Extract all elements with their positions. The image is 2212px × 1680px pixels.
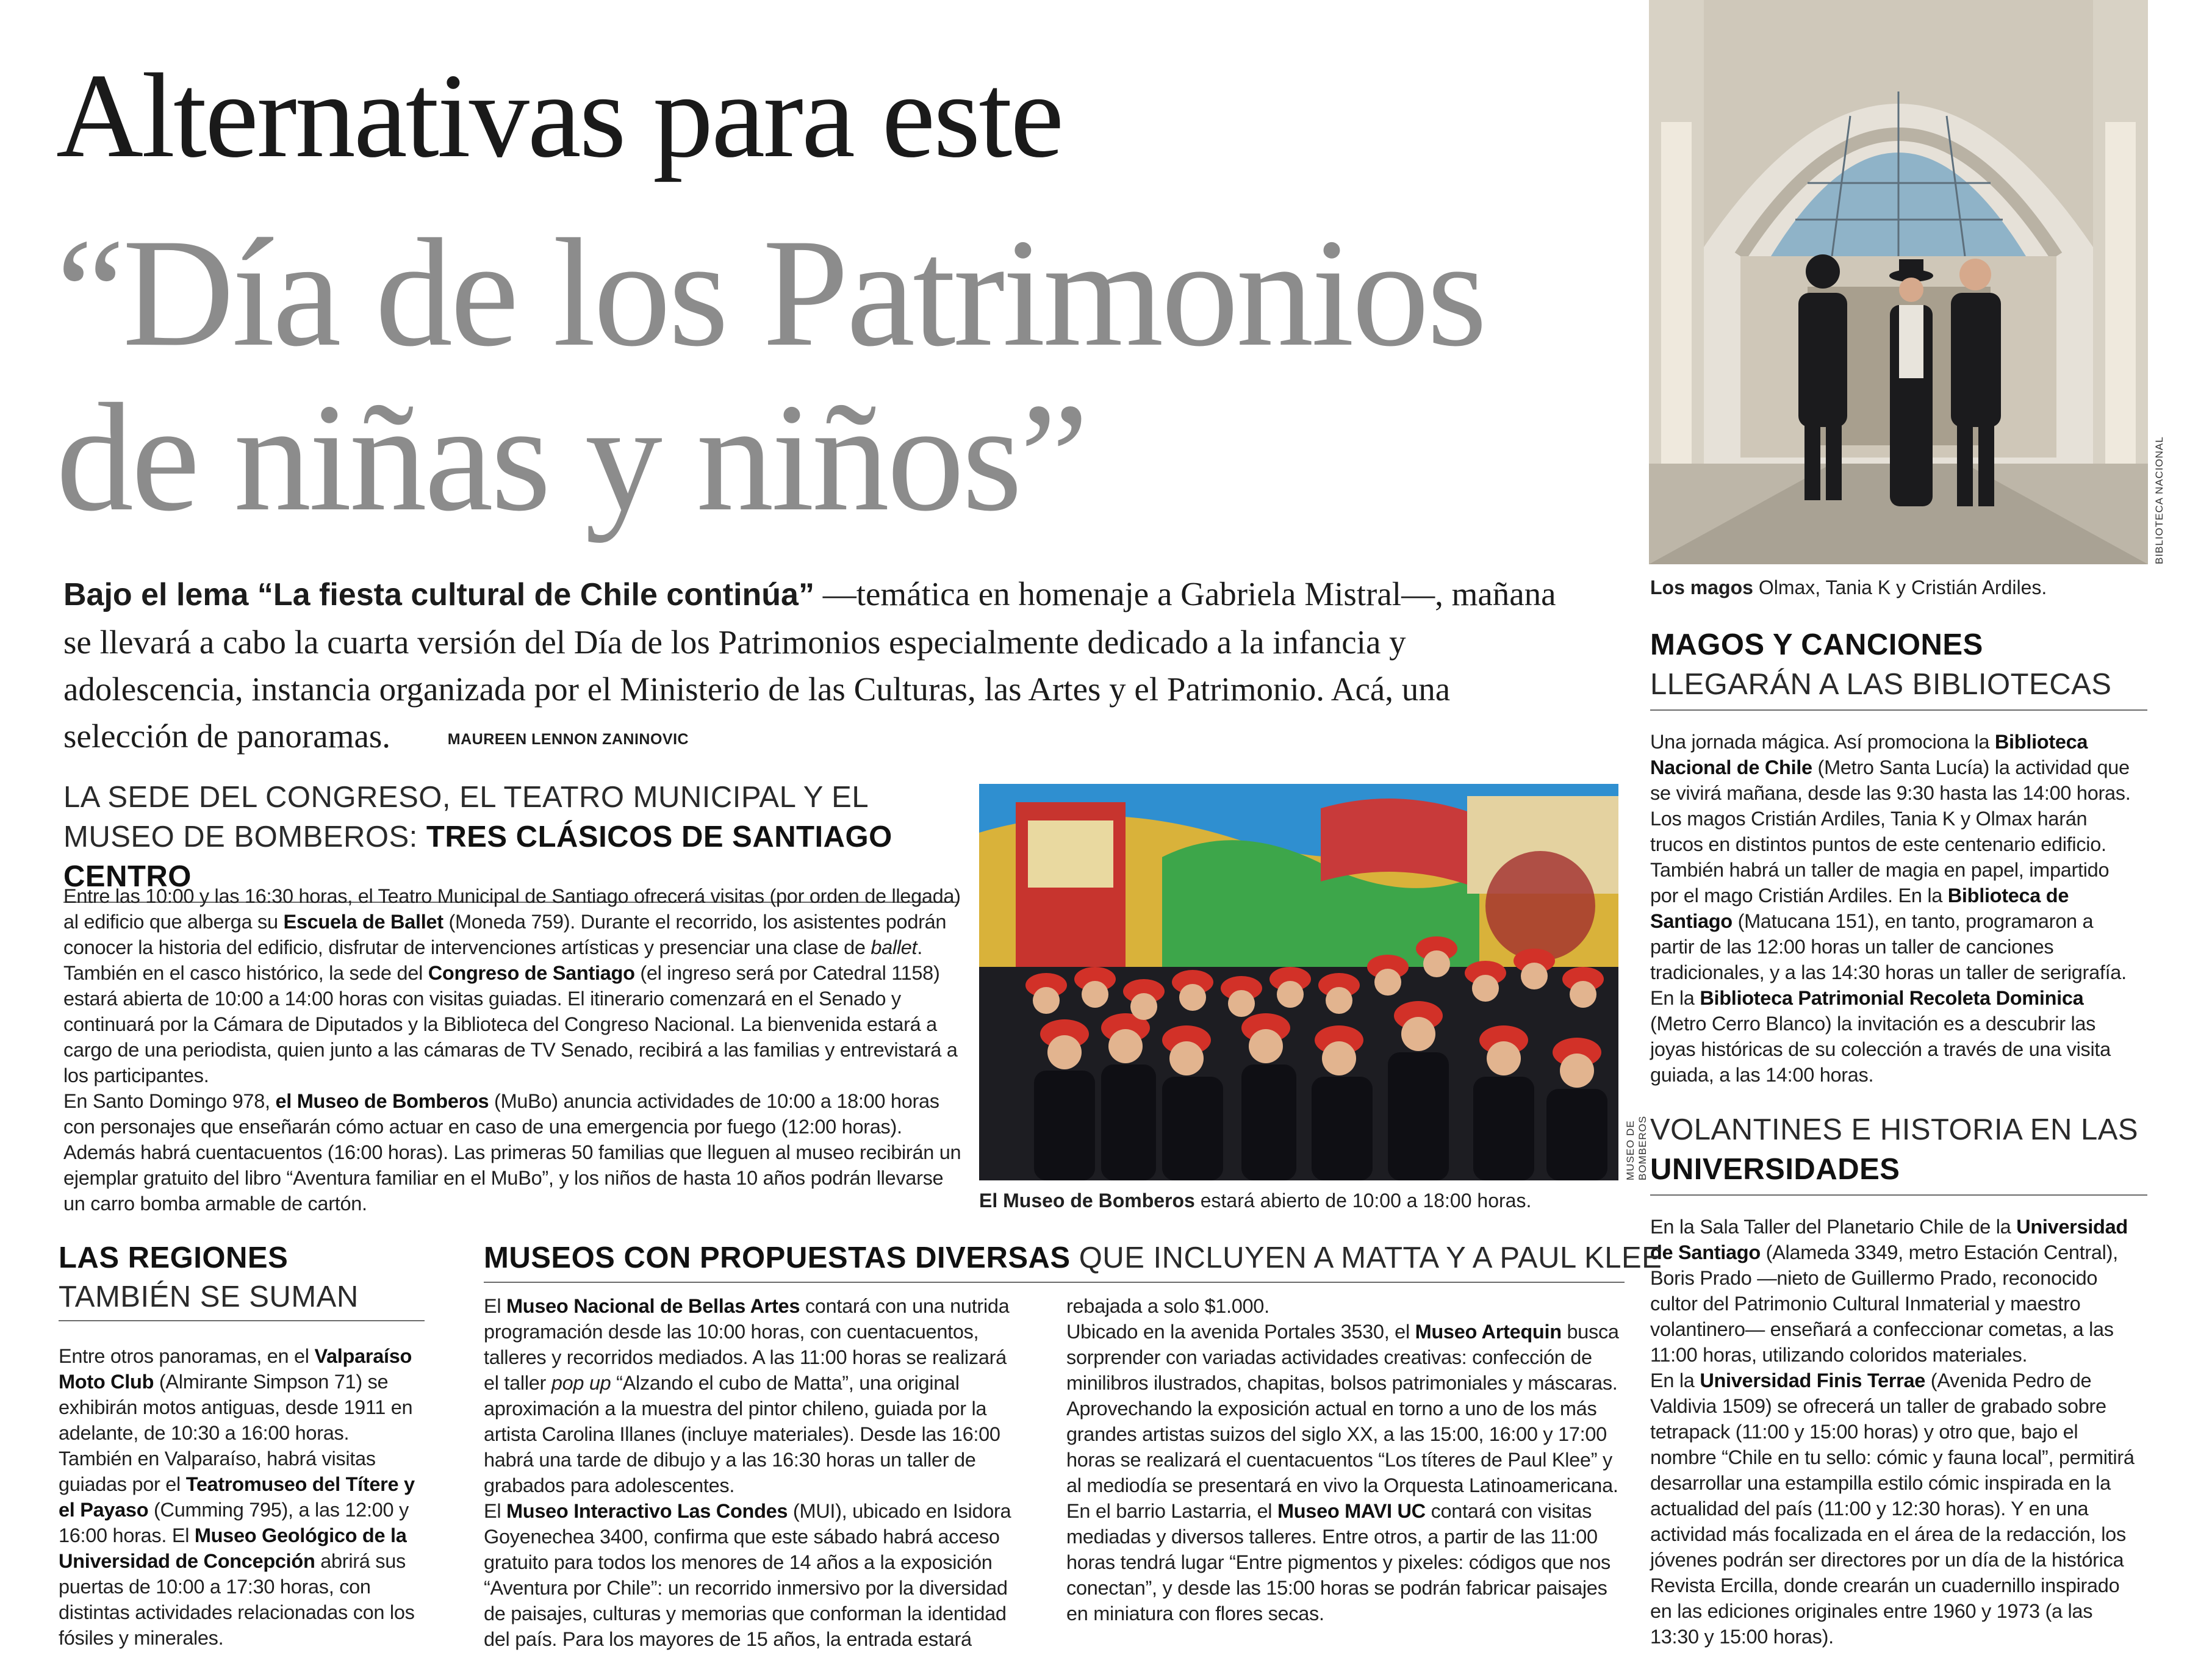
text-run: El [484, 1295, 507, 1317]
regiones-paragraph [59, 1343, 425, 1651]
museos-paragraph-bellas-artes [484, 1293, 1024, 1498]
text-run: En la [1650, 1369, 1700, 1391]
place-museo-geologico: Museo Geológico de la Universidad de Concepción [59, 1524, 407, 1572]
place-universidad-finis-terrae: Universidad Finis Terrae [1700, 1369, 1926, 1391]
text-run: . También en el casco histórico, la sede del [63, 936, 922, 984]
text-run: Una jornada mágica. Así promociona la [1650, 731, 1995, 753]
place-artequin: Museo Artequin [1415, 1321, 1562, 1343]
bibliotecas-body [1650, 729, 2141, 1088]
text-italic: pop up [551, 1372, 611, 1394]
text-run: (Alameda 3349, metro Estación Central), Boris Prado —nieto de Guillermo Prado, reconocido cultor del Patrimonio Cultural Inmaterial y maestro volantinero— enseñará a confeccionar cometas, a las 11:00 horas, utilizando coloridos materiales. [1650, 1241, 2118, 1366]
headline-line-2: “Día de los Patrimonios [56, 207, 1485, 378]
text-run: En el barrio Lastarria, el [1066, 1500, 1277, 1522]
universidades-kicker-light: VOLANTINES E HISTORIA EN LAS [1650, 1113, 2139, 1146]
place-biblioteca-nacional: Biblioteca Nacional de Chile [1650, 731, 2088, 778]
regiones-kicker [59, 1238, 425, 1321]
text-run: (MuBo) anuncia actividades de 10:00 a 18:00 horas con personajes que enseñarán cómo actuar en caso de una emergencia por fuego (12:00 horas). Además habrá cuentacuentos (16:00 horas). Las primeras 50 familias que lleguen al museo recibirán un ejemplar gratuito del libro “Aventura familiar en el MuBo”, y los niños de hasta 10 años podrán llevarse un carro bomba armable de cartón. [63, 1090, 961, 1215]
museos-paragraph-continued: rebajada a solo $1.000. [1066, 1295, 1269, 1317]
text-run: (el ingreso será por Catedral 1158) estará abierta de 10:00 a 14:00 horas con visitas guiadas. El itinerario comenzará en el Senado y continuará por la Cámara de Diputados y la Biblioteca del Congreso Nacional. La bienvenida estará a cargo de una periodista, quien junto a las cámaras de TV Senado, recibirá a las familias y entrevistará a los participantes. [63, 962, 958, 1086]
bomberos-photo-caption [979, 1190, 1626, 1212]
bibliotecas-kicker-bold: MAGOS Y CANCIONES [1650, 628, 1983, 661]
museos-paragraph-mavi [1066, 1498, 1625, 1626]
text-run: En Santo Domingo 978, [63, 1090, 276, 1112]
place-biblioteca-recoleta: Biblioteca Patrimonial Recoleta Dominica [1700, 987, 2084, 1009]
bibliotecas-kicker-light: LLEGARÁN A LAS BIBLIOTECAS [1650, 668, 2112, 701]
byline: MAUREEN LENNON ZANINOVIC [447, 730, 689, 748]
text-run: Entre otros panoramas, en el [59, 1345, 315, 1367]
caption-text: Olmax, Tania K y Cristián Ardiles. [1753, 576, 2047, 598]
regiones-kicker-bold: LAS REGIONES [59, 1241, 289, 1274]
santiago-kicker-light: LA SEDE DEL CONGRESO, EL TEATRO MUNICIPAL Y EL MUSEO DE BOMBEROS: [63, 781, 868, 853]
text-run: Entre las 10:00 y las 16:30 horas, el Teatro Municipal de Santiago ofrecerá visitas (por orden de llegada) al edificio que alberga su [63, 885, 961, 933]
universidades-paragraph-2 [1650, 1368, 2141, 1649]
santiago-paragraph-1 [63, 883, 966, 1088]
santiago-body [63, 883, 966, 1216]
text-run: (Moneda 759). Durante el recorrido, los asistentes podrán conocer la historia del edificio, disfrutar de intervenciones artísticas y presenciar una clase de [63, 911, 947, 958]
text-run: (Avenida Pedro de Valdivia 1509) se ofrecerá un taller de grabado sobre tetrapack (11:00 y 15:00 horas) y otro que, bajo el nombre “Chile en tu sello: cómic y fauna local”, permitirá desarrollar una estampilla estilo cómic inspirada en la actualidad del país (11:00 y 12:30 horas). Y en una actividad más focalizada en el área de la redacción, los jóvenes podrán ser directores por un día de la histórica Revista Ercilla, donde crearán un cuadernillo inspirado en las ediciones originales entre 1960 y 1973 (a las 13:30 y 15:00 horas). [1650, 1369, 2135, 1648]
caption-bold: El Museo de Bomberos [979, 1190, 1195, 1212]
text-run: abrirá sus puertas de 10:00 a 17:30 horas, con distintas actividades relacionadas con los fósiles y minerales. [59, 1550, 415, 1649]
place-teatromuseo-titere: Teatromuseo del Títere y el Payaso [59, 1473, 415, 1521]
biblioteca-photo-illustration [1649, 0, 2148, 564]
text-run: (Metro Cerro Blanco) la invitación es a descubrir las joyas históricas de su colección a través de una visita guiada, a las 14:00 horas. [1650, 1013, 2111, 1086]
text-run: El [484, 1500, 507, 1522]
santiago-kicker-bold: TRES CLÁSICOS DE SANTIAGO CENTRO [63, 820, 892, 893]
text-run: En la Sala Taller del Planetario Chile de la [1650, 1216, 2017, 1238]
text-run: (MUI), ubicado en Isidora Goyenechea 3400, confirma que este sábado habrá acceso gratuito para todos los menores de 14 años a la exposición “Aventura por Chile”: un recorrido inmersivo por la diversidad de paisajes, culturas y memorias que conforman la identidad del país. Para los mayores de 15 años, la entrada estará [484, 1500, 1011, 1650]
place-museo-bomberos: el Museo de Bomberos [275, 1090, 489, 1112]
caption-text: estará abierto de 10:00 a 18:00 horas. [1194, 1190, 1532, 1212]
regiones-body [59, 1343, 425, 1651]
lead-bold: Bajo el lema “La fiesta cultural de Chile continúa” [63, 577, 814, 612]
bibliotecas-kicker [1650, 625, 2147, 711]
text-run: busca sorprender con variadas actividades creativas: confección de minilibros ilustrados, chapitas, bolsos patrimoniales y máscaras. Aprovechando la exposición actual en torno a uno de los más grandes artistas suizos del siglo XX, a las 15:00, 16:00 y 17:00 horas se realizará el cuentacuentos “Los títeres de Paul Klee” y al mediodía se presentará en vivo la Orquesta Latinoamericana. [1066, 1321, 1619, 1496]
place-museo-interactivo: Museo Interactivo Las Condes [506, 1500, 788, 1522]
universidades-paragraph-1 [1650, 1214, 2141, 1368]
universidades-kicker [1650, 1110, 2147, 1196]
place-universidad-santiago: Universidad de Santiago [1650, 1216, 2128, 1263]
text-run: “Alzando el cubo de Matta”, una original aproximación a la muestra del pintor chileno, guiada por la artista Carolina Illanes (incluye materiales). Desde las 16:00 habrá una tarde de dibujo y a las 16:30 horas un taller de grabados para adolescentes. [484, 1372, 1000, 1496]
museos-kicker-bold: MUSEOS CON PROPUESTAS DIVERSAS [484, 1241, 1071, 1274]
santiago-paragraph-2 [63, 1088, 966, 1216]
bibliotecas-paragraph [1650, 729, 2141, 1088]
text-run: Ubicado en la avenida Portales 3530, el [1066, 1321, 1415, 1343]
museos-kicker [484, 1238, 1662, 1283]
text-run: (Matucana 151), en tanto, programaron a partir de las 12:00 horas un taller de canciones tradicionales, y a las 14:30 horas un taller de serigrafía. En la [1650, 910, 2127, 1009]
bomberos-photo-credit: MUSEO DE BOMBEROS [1625, 1115, 1648, 1180]
text-run: contará con una nutrida programación desde las 10:00 horas, con cuentacuentos, talleres y recorridos mediados. A las 11:00 horas se realizará el taller [484, 1295, 1010, 1394]
caption-bold: Los magos [1650, 576, 1753, 598]
text-italic: ballet [871, 936, 917, 958]
photo-biblioteca-nacional [1649, 0, 2148, 564]
headline-line-3: de niñas y niños” [56, 372, 1086, 543]
text-run: (Cumming 795), a las 12:00 y 16:00 horas. El [59, 1499, 409, 1546]
text-run: (Almirante Simpson 71) se exhibirán motos antiguas, desde 1911 en adelante, de 10:30 a 16:00 horas. También en Valparaíso, habrá visitas guiadas por el [59, 1371, 413, 1495]
biblioteca-photo-caption [1650, 576, 2175, 599]
text-run: contará con visitas mediadas y diversos talleres. Entre otros, a partir de las 11:00 horas tendrá lugar “Entre pigmentos y pixeles: códigos que nos conectan”, y desde las 15:00 horas se podrán fabricar paisajes en miniatura con flores secas. [1066, 1500, 1611, 1624]
lead-text: —temática en homenaje a Gabriela Mistral—, mañana se llevará a cabo la cuarta versión del Día de los Patrimonios especialmente dedicado a la infancia y adolescencia, instancia organizada por el Ministerio de las Culturas, las Artes y el Patrimonio. Acá, una selección de panoramas. [63, 575, 1556, 755]
lead-paragraph [63, 570, 1570, 763]
place-escuela-ballet: Escuela de Ballet [283, 911, 443, 933]
museos-column-2 [1066, 1293, 1625, 1626]
place-valparaiso-moto-club: Valparaíso Moto Club [59, 1345, 412, 1393]
museos-kicker-light: QUE INCLUYEN A MATTA Y A PAUL KLEE [1070, 1241, 1662, 1274]
place-biblioteca-santiago: Biblioteca de Santiago [1650, 885, 2069, 932]
place-bellas-artes: Museo Nacional de Bellas Artes [506, 1295, 800, 1317]
biblioteca-photo-credit: BIBLIOTECA NACIONAL [2153, 436, 2165, 564]
photo-museo-bomberos [979, 784, 1618, 1180]
headline-line-1: Alternativas para este [56, 49, 1063, 182]
museos-paragraph-mui [484, 1498, 1024, 1652]
museos-paragraph-artequin [1066, 1319, 1625, 1498]
regiones-kicker-light: TAMBIÉN SE SUMAN [59, 1280, 359, 1313]
universidades-body [1650, 1214, 2141, 1649]
bomberos-photo-illustration [979, 784, 1618, 1180]
text-run: (Metro Santa Lucía) la actividad que se vivirá mañana, desde las 9:30 hasta las 14:00 horas. Los magos Cristián Ardiles, Tania K y Olmax harán trucos en distintos puntos de este centenario edificio. También habrá un taller de magia en papel, impartido por el mago Cristián Ardiles. En la [1650, 756, 2131, 906]
universidades-kicker-bold: UNIVERSIDADES [1650, 1153, 1900, 1186]
place-mavi-uc: Museo MAVI UC [1277, 1500, 1426, 1522]
place-congreso: Congreso de Santiago [428, 962, 635, 984]
museos-column-1 [484, 1293, 1024, 1652]
